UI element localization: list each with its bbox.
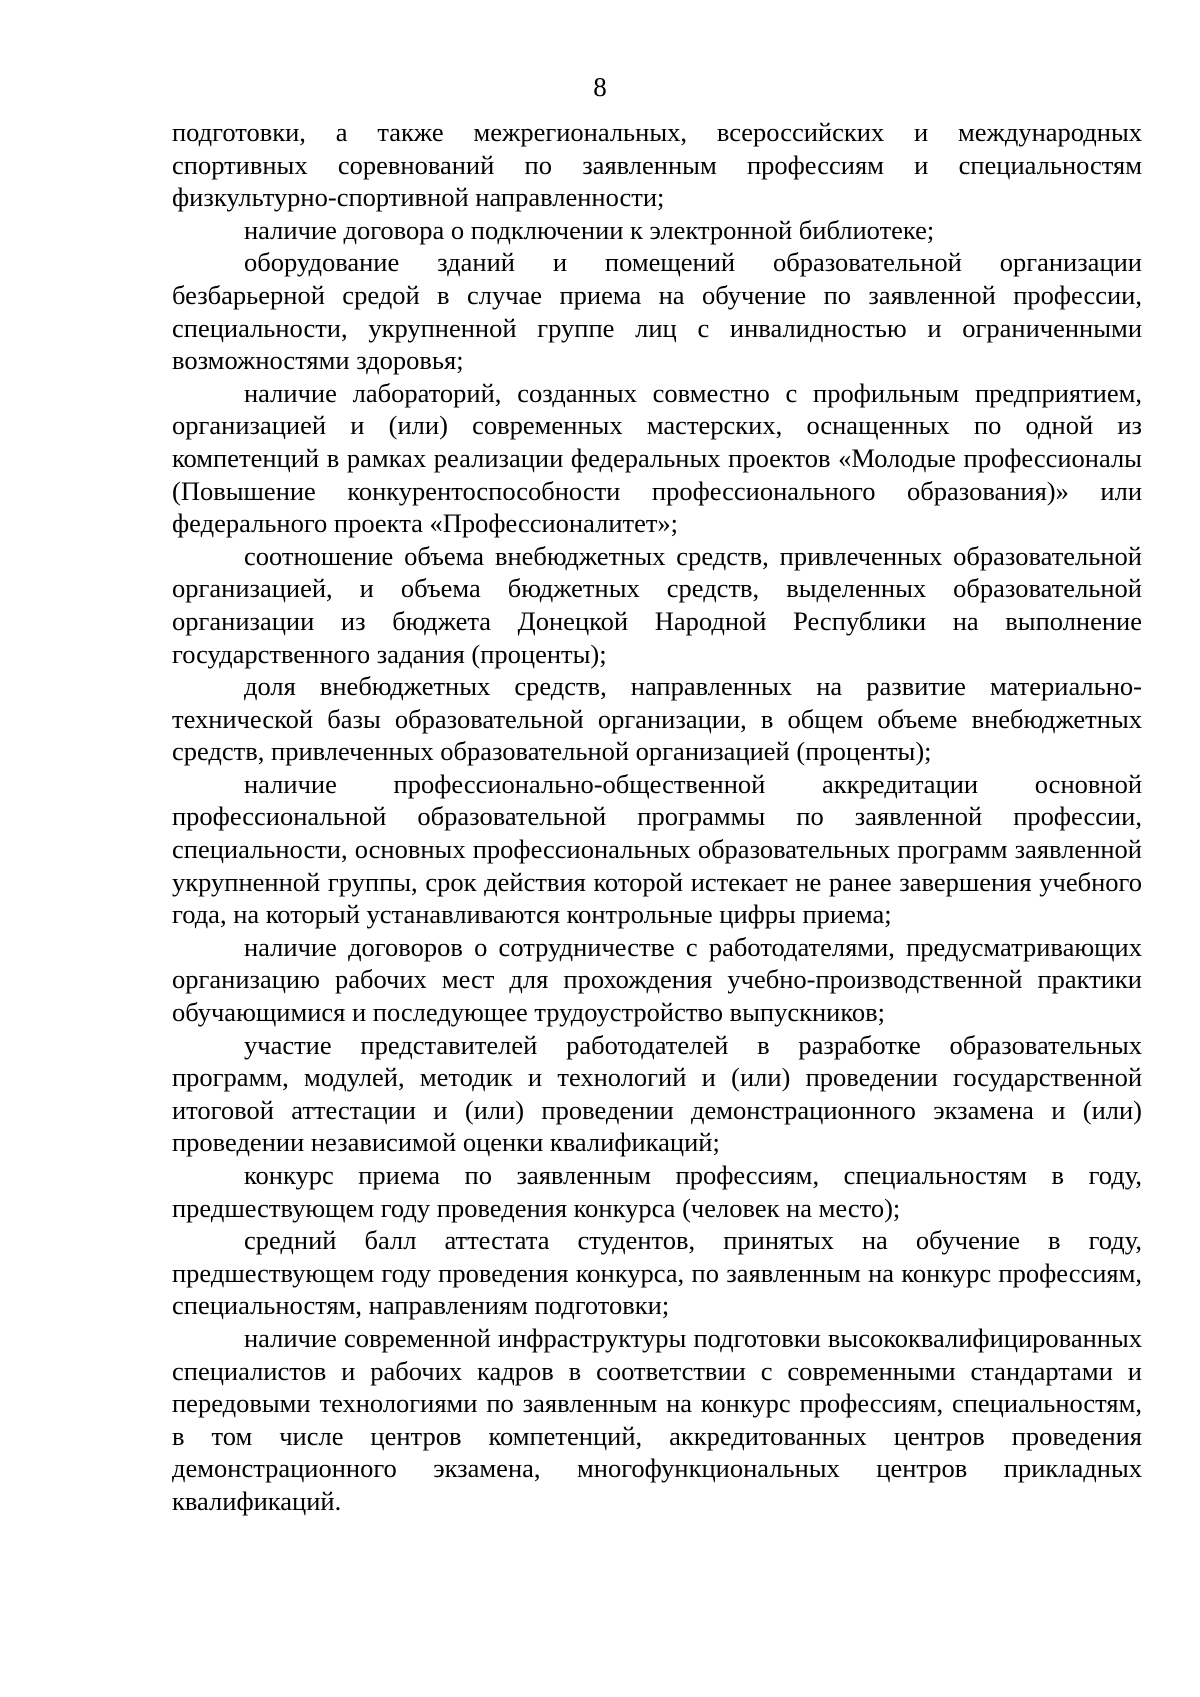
paragraph-funds-share: доля внебюджетных средств, направленных на развитие материально-технической базы образовательной организации, в общем объеме внебюджетных средств, привлеченных образовательной организацией (проценты); <box>172 671 1142 767</box>
paragraph-continuation: подготовки, а также межрегиональных, всероссийских и международных спортивных соревнований по заявленным профессиям и специальностям физкультурно-спортивной направленности; <box>172 117 1142 213</box>
paragraph-laboratories: наличие лабораторий, созданных совместно с профильным предприятием, организацией и (или) современных мастерских, оснащенных по одной из компетенций в рамках реализации федеральных проектов «Молодые профессионалы (Повышение конкурентоспособности профессионального образования)» или федерального проекта «Профессионалитет»; <box>172 377 1142 539</box>
paragraph-employer-contracts: наличие договоров о сотрудничестве с работодателями, предусматривающих организацию рабочих мест для прохождения учебно-производственной практики обучающимися и последующее трудоустройство выпускников; <box>172 931 1142 1028</box>
document-body <box>172 116 1142 1518</box>
paragraph-barrier-free: оборудование зданий и помещений образовательной организации безбарьерной средой в случае приема на обучение по заявленной профессии, специальности, укрупненной группе лиц с инвалидностью и ограниченными возможностями здоровья; <box>172 247 1142 376</box>
paragraph-infrastructure: наличие современной инфраструктуры подготовки высококвалифицированных специалистов и рабочих кадров в соответствии с современными стандартами и передовыми технологиями по заявленным на конкурс профессиям, специальностям, в том числе центров компетенций, аккредитованных центров проведения демонстрационного экзамена, многофункциональных центров прикладных квалификаций. <box>172 1322 1142 1516</box>
paragraph-employer-participation: участие представителей работодателей в разработке образовательных программ, модулей, методик и технологий и (или) проведении государственной итоговой аттестации и (или) проведении демонстрационного экзамена и (или) проведении независимой оценки квалификаций; <box>172 1029 1142 1158</box>
page-number: 8 <box>593 72 607 102</box>
paragraph-admission-competition: конкурс приема по заявленным профессиям, специальностям в году, предшествующем году проведения конкурса (человек на место); <box>172 1160 1142 1223</box>
paragraph-funds-ratio: соотношение объема внебюджетных средств, привлеченных образовательной организацией, и объема бюджетных средств, выделенных образовательной организации из бюджета Донецкой Народной Республики на выполнение государственного задания (проценты); <box>172 540 1142 669</box>
paragraph-library-contract: наличие договора о подключении к электронной библиотеке; <box>244 214 935 245</box>
paragraph-accreditation: наличие профессионально-общественной аккредитации основной профессиональной образовательной программы по заявленной профессии, специальности, основных профессиональных образовательных программ заявленной укрупненной группы, срок действия которой истекает не ранее завершения учебного года, на который устанавливаются контрольные цифры приема; <box>172 768 1142 930</box>
paragraph-average-score: средний балл аттестата студентов, принятых на обучение в году, предшествующем году проведения конкурса, по заявленным на конкурс профессиям, специальностям, направлениям подготовки; <box>172 1225 1142 1321</box>
